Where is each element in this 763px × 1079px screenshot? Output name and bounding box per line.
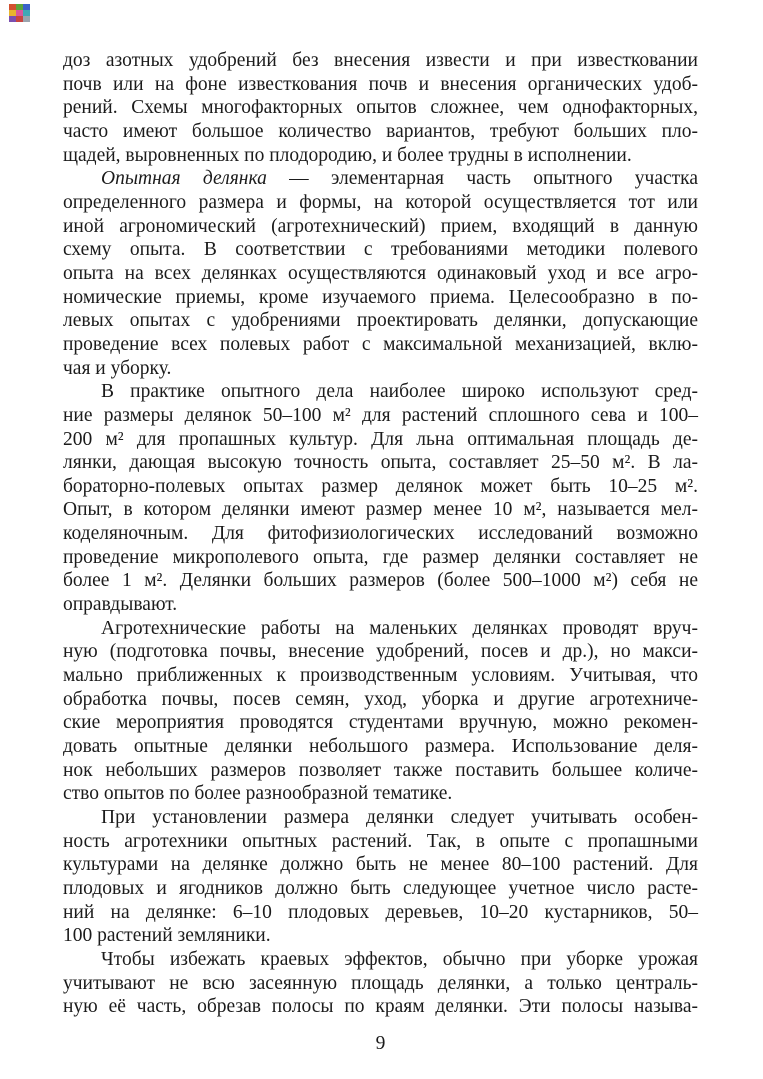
text-line: Чтобы избежать краевых эффектов, обычно при уборке урожая bbox=[101, 948, 698, 970]
text-line: 100 растений земляники. bbox=[63, 925, 271, 947]
text-line: чая и уборку. bbox=[63, 357, 172, 379]
text-line: В практике опытного дела наиболее широко используют сред- bbox=[101, 381, 698, 403]
text-line: часто имеют большое количество вариантов, требуют больших пло- bbox=[63, 120, 698, 142]
text-line: рений. Схемы многофакторных опытов сложнее, чем однофакторных, bbox=[63, 97, 698, 119]
text-line: довать опытные делянки небольшого размера. Использование деля- bbox=[63, 736, 698, 758]
text-line: ность агротехники опытных растений. Так, в опыте с пропашными bbox=[63, 830, 698, 852]
text-line: коделяночным. Для фитофизиологических исследований возможно bbox=[63, 523, 698, 545]
text-line: иной агрономический (агротехнический) прием, входящий в данную bbox=[63, 215, 698, 237]
paragraph bbox=[63, 617, 698, 806]
paragraph bbox=[63, 49, 698, 167]
text-line: лянки, дающая высокую точность опыта, составляет 25–50 м². В ла- bbox=[63, 452, 698, 474]
text-line: Агротехнические работы на маленьких делянках проводят вруч- bbox=[101, 617, 698, 639]
text-line: При установлении размера делянки следует учитывать особен- bbox=[101, 807, 698, 828]
text-line: проведение микрополевого опыта, где размер делянки составляет не bbox=[63, 546, 698, 568]
text-line: обработка почвы, посев семян, уход, уборка и другие агротехниче- bbox=[63, 688, 698, 710]
text-segment: — элементарная часть опытного участка bbox=[266, 168, 698, 190]
paragraph bbox=[63, 167, 698, 380]
text-line: ние размеры делянок 50–100 м² для растений сплошного сева и 100– bbox=[63, 404, 698, 426]
text-line: проведение всех полевых работ с максимальной механизацией, вклю- bbox=[63, 333, 698, 355]
text-line: ний на делянке: 6–10 плодовых деревьев, 10–20 кустарников, 50– bbox=[63, 901, 698, 923]
artifact-pixel bbox=[9, 16, 16, 22]
text-line: номические приемы, кроме изучаемого приема. Целесообразно в по- bbox=[63, 286, 698, 308]
text-line: доз азотных удобрений без внесения извести и при известковании bbox=[63, 50, 698, 71]
scan-color-grid-artifact bbox=[9, 4, 30, 22]
text-line: опыта на всех делянках осуществляются одинаковый уход и все агро- bbox=[63, 262, 698, 284]
text-line: культурами на делянке должно быть не менее 80–100 растений. Для bbox=[63, 854, 698, 876]
text-line bbox=[63, 167, 698, 191]
text-line: Опыт, в котором делянки имеют размер менее 10 м², называется мел- bbox=[63, 499, 698, 521]
text-line: схему опыта. В соответствии с требованиями методики полевого bbox=[63, 239, 698, 261]
text-line: щадей, выровненных по плодородию, и более трудны в исполнении. bbox=[63, 144, 632, 166]
text-line: почв или на фоне известкования почв и внесения органических удоб- bbox=[63, 73, 698, 95]
text-line: оправдывают. bbox=[63, 594, 178, 616]
text-line: 200 м² для пропашных культур. Для льна оптимальная площадь де- bbox=[63, 428, 698, 450]
text-line: левых опытах с удобрениями проектировать делянки, допускающие bbox=[63, 310, 698, 332]
page-number: 9 bbox=[375, 1033, 386, 1054]
text-line: ство опытов по более разнообразной тематике. bbox=[63, 783, 453, 805]
text-line: более 1 м². Делянки больших размеров (более 500–1000 м²) себя не bbox=[63, 570, 698, 592]
text-line: ские мероприятия проводятся студентами вручную, можно рекомен- bbox=[63, 712, 698, 734]
text-line: нок небольших размеров позволяет также поставить большее количе- bbox=[63, 759, 698, 781]
paragraph bbox=[63, 806, 698, 948]
artifact-pixel bbox=[16, 16, 23, 22]
italic-term: Опытная делянка bbox=[101, 168, 267, 190]
text-line: ную её часть, обрезав полосы по краям делянки. Эти полосы называ- bbox=[63, 996, 698, 1018]
text-line: учитывают не всю засеянную площадь делянки, а только централь- bbox=[63, 972, 698, 994]
text-line: бораторно-полевых опытах размер делянок может быть 10–25 м². bbox=[63, 475, 698, 497]
text-line: мально приближенных к производственным условиям. Учитывая, что bbox=[63, 665, 698, 687]
text-line: ную (подготовка почвы, внесение удобрений, посев и др.), но макси- bbox=[63, 641, 698, 663]
paragraph bbox=[63, 948, 698, 1019]
artifact-pixel bbox=[23, 16, 30, 22]
paragraph bbox=[63, 380, 698, 617]
text-line: плодовых и ягодников должно быть следующее учетное число расте- bbox=[63, 877, 698, 899]
text-block bbox=[63, 49, 698, 1019]
text-line: определенного размера и формы, на которой осуществляется тот или bbox=[63, 191, 698, 213]
